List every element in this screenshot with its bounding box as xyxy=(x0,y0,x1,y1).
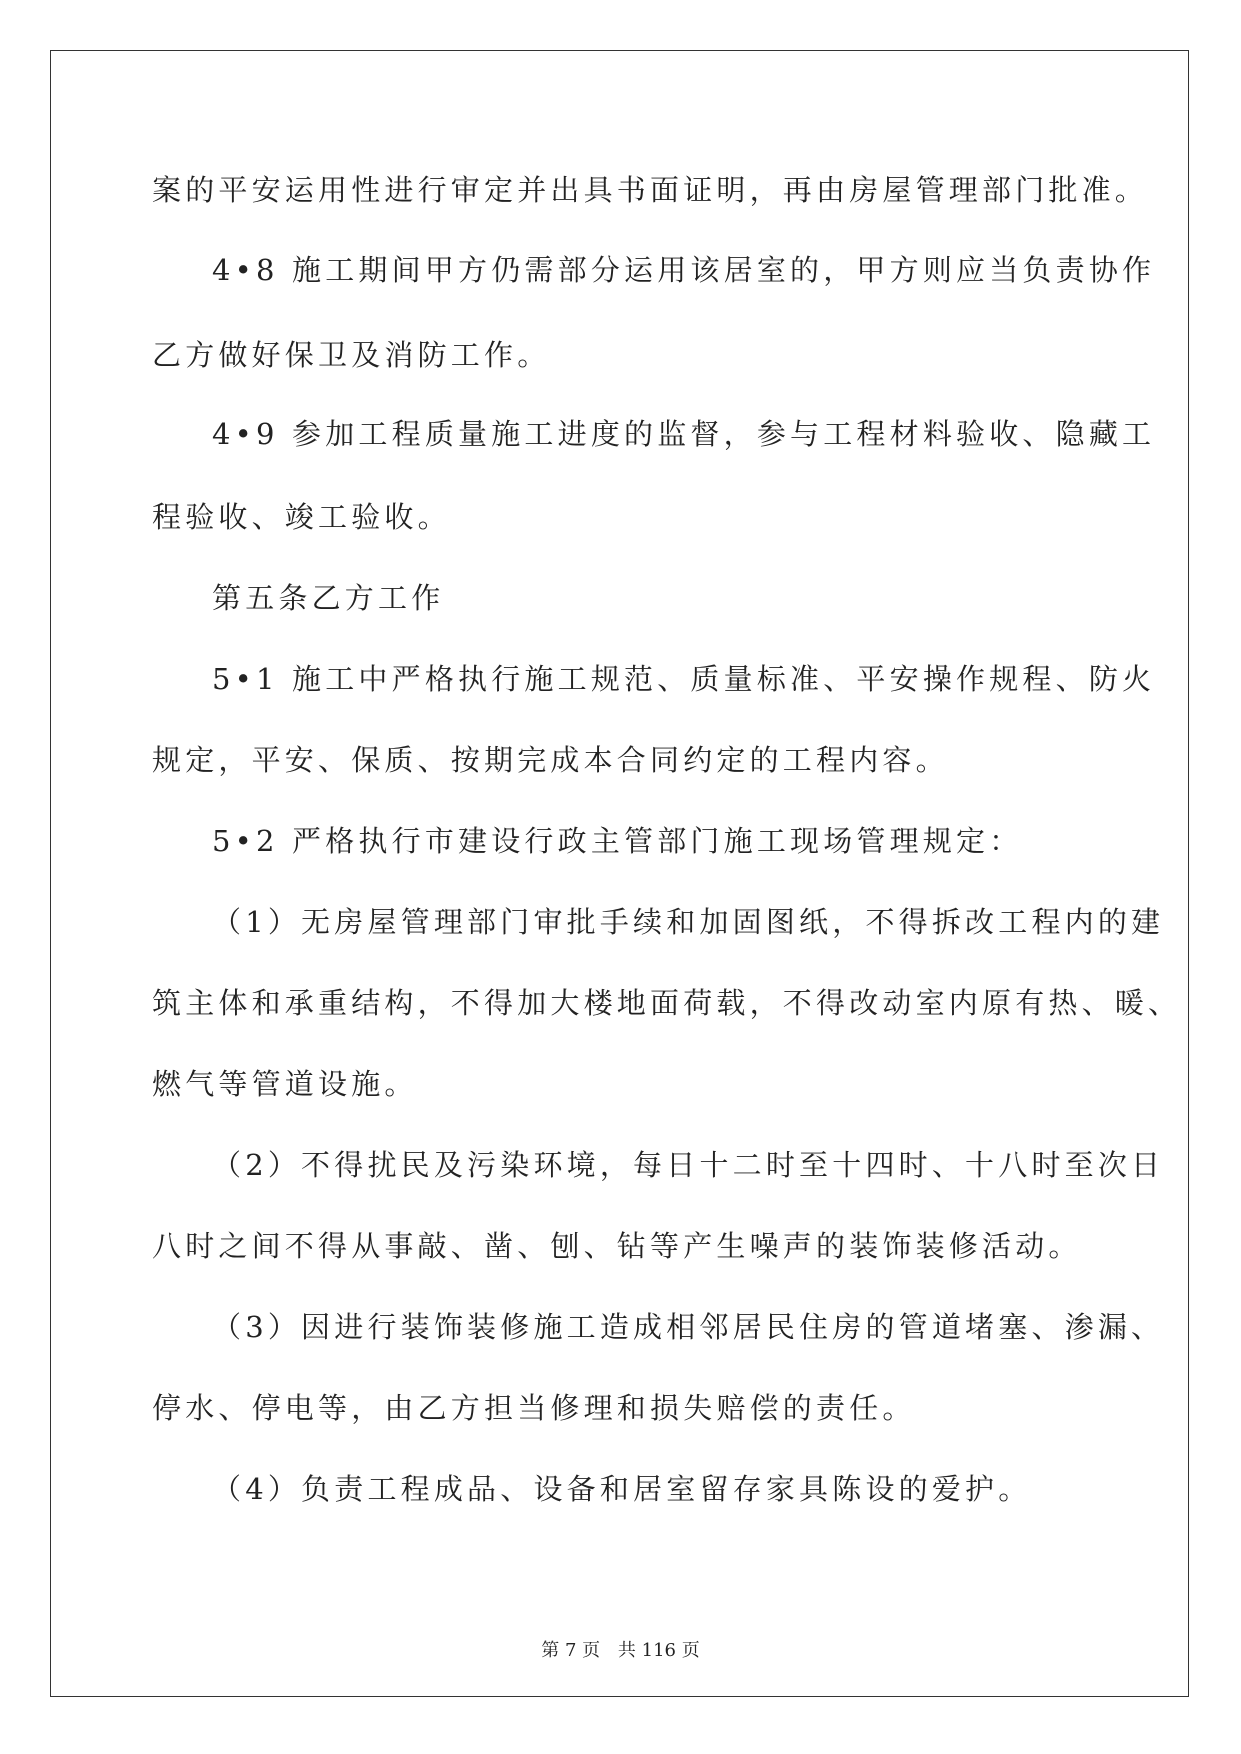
text-line: 八时之间不得从事敲、凿、刨、钻等产生噪声的装饰装修活动。 xyxy=(152,1229,1082,1263)
text-line: 5•1 施工中严格执行施工规范、质量标准、平安操作规程、防火 xyxy=(212,662,1156,696)
text-line: 4•9 参加工程质量施工进度的监督，参与工程材料验收、隐藏工 xyxy=(212,417,1156,451)
text-line: （3）因进行装饰装修施工造成相邻居民住房的管道堵塞、渗漏、 xyxy=(212,1310,1165,1344)
page-footer xyxy=(0,1636,1241,1662)
text-line: 规定，平安、保质、按期完成本合同约定的工程内容。 xyxy=(152,743,949,777)
text-line: 程验收、竣工验收。 xyxy=(152,500,451,534)
text-line: （4）负责工程成品、设备和居室留存家具陈设的爱护。 xyxy=(212,1472,1032,1506)
text-line: 燃气等管道设施。 xyxy=(152,1067,418,1101)
page-total: 共 116 页 xyxy=(617,1640,700,1661)
text-line: 停水、停电等，由乙方担当修理和损失赔偿的责任。 xyxy=(152,1391,916,1425)
text-line: 案的平安运用性进行审定并出具书面证明，再由房屋管理部门批准。 xyxy=(152,173,1149,207)
page-number: 第 7 页 xyxy=(541,1640,601,1661)
text-line: （2）不得扰民及污染环境，每日十二时至十四时、十八时至次日 xyxy=(212,1148,1165,1182)
section-heading: 第五条乙方工作 xyxy=(212,581,445,615)
text-line: 乙方做好保卫及消防工作。 xyxy=(152,338,551,372)
text-line: （1）无房屋管理部门审批手续和加固图纸，不得拆改工程内的建 xyxy=(212,905,1165,939)
page-border xyxy=(50,50,1189,1697)
text-line: 4•8 施工期间甲方仍需部分运用该居室的，甲方则应当负责协作 xyxy=(212,253,1156,287)
text-line: 筑主体和承重结构，不得加大楼地面荷载，不得改动室内原有热、暖、 xyxy=(152,986,1182,1020)
text-line: 5•2 严格执行市建设行政主管部门施工现场管理规定： xyxy=(212,824,1023,858)
